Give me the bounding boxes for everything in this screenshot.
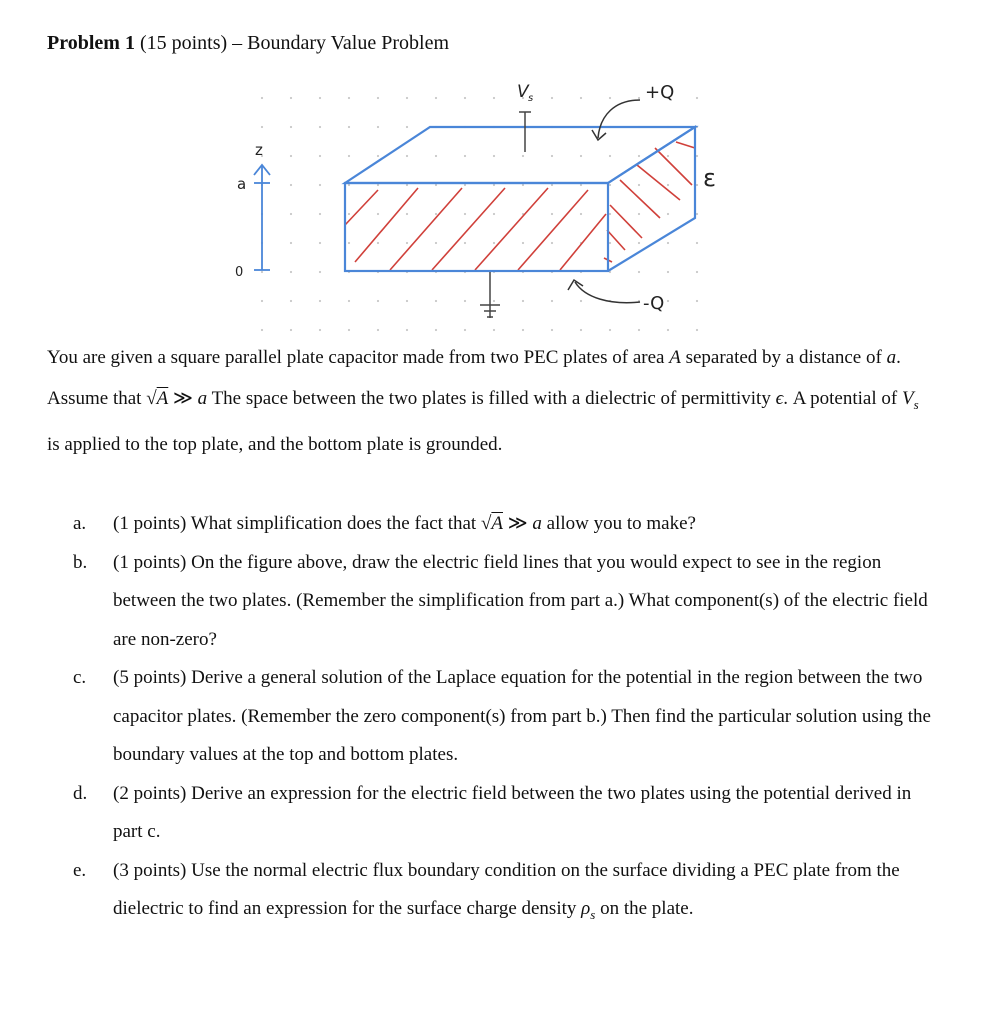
grid-dot <box>493 213 495 215</box>
grid-dot <box>290 242 292 244</box>
grid-dot <box>377 155 379 157</box>
grid-dot <box>377 126 379 128</box>
grid-dot <box>435 155 437 157</box>
part-b: b. (1 points) On the figure above, draw the electric field lines that you would expect to see in the region between the two plates. (Remember the simplification from part a.) What component(s) of the electric field are non-zero? <box>73 544 933 660</box>
grid-dot <box>696 97 698 99</box>
grid-dot <box>435 97 437 99</box>
grid-dot <box>348 329 350 331</box>
grid-dot <box>290 97 292 99</box>
grid-dot <box>464 97 466 99</box>
var-V-sub: s <box>913 396 919 412</box>
part-d: d. (2 points) Derive an expression for the electric field between the two plates using the potential derived in part c. <box>73 775 933 852</box>
grid-dot <box>377 242 379 244</box>
grid-dot <box>435 329 437 331</box>
grid-dot <box>551 184 553 186</box>
grid-dot <box>406 329 408 331</box>
grid-dot <box>406 155 408 157</box>
problem-title-rest: (15 points) – Boundary Value Problem <box>134 32 449 54</box>
intro-text-1: You are given a square parallel plate capacitor made from two PEC plates of area <box>47 347 670 368</box>
grid-dot <box>435 300 437 302</box>
part-e: e. (3 points) Use the normal electric flux boundary condition on the surface dividing a PEC plate from the dielectric to find an expression for the surface charge density $\rho_s$ on the plate. <box>73 852 933 935</box>
front-face-hatch <box>345 188 606 270</box>
grid-dot <box>377 329 379 331</box>
grid-dot <box>348 213 350 215</box>
grid-dot <box>609 97 611 99</box>
intro-text-4: The space between the two plates is filled with a dielectric of permittivity <box>207 387 776 409</box>
var-a-2: a <box>197 387 208 409</box>
grid-dot <box>406 300 408 302</box>
plus-q-arrow <box>598 100 640 138</box>
grid-dot <box>493 300 495 302</box>
top-plate <box>345 127 695 183</box>
intro-text-6: is applied to the top plate, and the bottom plate is grounded. <box>47 433 503 455</box>
problem-title-bold: Problem 1 <box>47 32 135 54</box>
part-label: b. <box>73 551 88 573</box>
top-terminal <box>519 112 531 152</box>
grid-dot <box>522 155 524 157</box>
grid-dot <box>609 242 611 244</box>
grid-dot <box>319 242 321 244</box>
grid-dot <box>551 329 553 331</box>
grid-dot <box>696 329 698 331</box>
grid-dot <box>435 242 437 244</box>
grid-dot <box>406 97 408 99</box>
grid-dot <box>638 213 640 215</box>
grid-dot <box>551 97 553 99</box>
grid-dot <box>667 155 669 157</box>
grid-dot <box>493 155 495 157</box>
grid-dot <box>667 271 669 273</box>
minus-q-label: -Q <box>643 293 665 314</box>
grid-dot <box>551 213 553 215</box>
side-face <box>608 127 695 271</box>
intro-text-5: . A potential of <box>783 387 902 409</box>
grid-dot <box>493 329 495 331</box>
grid-dot <box>290 155 292 157</box>
grid-dot <box>319 300 321 302</box>
question-parts <box>73 505 933 934</box>
intro-text-2: separated by a distance of <box>680 347 887 368</box>
part-a: a. (1 points) What simplification does the fact that √A ≫ a allow you to make? <box>73 505 933 544</box>
grid-dot <box>319 213 321 215</box>
grid-dot <box>406 126 408 128</box>
grid-dot <box>522 300 524 302</box>
grid-dot <box>609 155 611 157</box>
grid-dot <box>638 329 640 331</box>
grid-dot <box>377 300 379 302</box>
grid-dot <box>522 329 524 331</box>
var-A: A <box>669 347 681 368</box>
problem-intro <box>47 338 927 465</box>
grid-dot <box>319 329 321 331</box>
grid-dot <box>319 126 321 128</box>
grid-dot <box>696 184 698 186</box>
grid-dot <box>464 213 466 215</box>
part-label: a. <box>73 513 87 534</box>
grid-dot <box>464 329 466 331</box>
grid-dot <box>377 213 379 215</box>
grid-dot <box>464 242 466 244</box>
grid-dot <box>261 97 263 99</box>
part-label: e. <box>73 859 87 881</box>
grid-dot <box>290 329 292 331</box>
grid-dot <box>290 126 292 128</box>
part-label: c. <box>73 667 87 688</box>
grid-dot <box>261 271 263 273</box>
grid-dot <box>348 97 350 99</box>
grid-dot <box>522 242 524 244</box>
grid-dot <box>580 97 582 99</box>
intro-text-3: . Assume that <box>47 347 901 409</box>
grid-dot <box>580 213 582 215</box>
grid-dot <box>609 329 611 331</box>
grid-dot <box>580 329 582 331</box>
grid-dot <box>551 300 553 302</box>
plus-q-label: +Q <box>645 82 675 103</box>
z-axis <box>254 165 270 270</box>
grid-dot <box>696 242 698 244</box>
sqrt-symbol: √ <box>146 387 157 409</box>
grid-dot <box>667 329 669 331</box>
zero-label: 0 <box>235 265 244 280</box>
grid-dot <box>667 184 669 186</box>
grid-dot <box>696 271 698 273</box>
grid-dot <box>667 242 669 244</box>
dot-grid <box>261 97 698 331</box>
side-face-hatch <box>604 142 695 262</box>
grid-dot <box>348 126 350 128</box>
minus-q-arrow <box>575 282 640 303</box>
grid-dot <box>377 97 379 99</box>
var-epsilon: ϵ <box>775 387 784 409</box>
grid-dot <box>406 184 408 186</box>
var-a: a <box>886 347 897 368</box>
grid-dot <box>290 300 292 302</box>
capacitor-box <box>345 127 695 271</box>
grid-dot <box>348 155 350 157</box>
part-label: d. <box>73 782 88 804</box>
grid-dot <box>261 300 263 302</box>
grid-dot <box>319 184 321 186</box>
grid-dot <box>551 155 553 157</box>
grid-dot <box>348 242 350 244</box>
z-label: z <box>255 141 263 159</box>
grid-dot <box>348 300 350 302</box>
sqrt-A: A <box>156 387 169 409</box>
grid-dot <box>667 300 669 302</box>
vs-sub-label: s <box>528 93 534 104</box>
grid-dot <box>290 213 292 215</box>
grid-dot <box>319 271 321 273</box>
grid-dot <box>522 184 524 186</box>
grid-dot <box>493 184 495 186</box>
grid-dot <box>435 213 437 215</box>
grid-dot <box>290 271 292 273</box>
grid-dot <box>667 213 669 215</box>
vs-label: V <box>517 82 529 102</box>
grid-dot <box>406 213 408 215</box>
grid-dot <box>348 184 350 186</box>
grid-dot <box>638 271 640 273</box>
grid-dot <box>638 242 640 244</box>
epsilon-label: ε <box>703 164 716 192</box>
grid-dot <box>551 242 553 244</box>
grid-dot <box>696 213 698 215</box>
grid-dot <box>638 184 640 186</box>
grid-dot <box>638 155 640 157</box>
grid-dot <box>464 155 466 157</box>
grid-dot <box>464 184 466 186</box>
grid-dot <box>580 155 582 157</box>
grid-dot <box>696 300 698 302</box>
grid-dot <box>261 329 263 331</box>
grid-dot <box>638 97 640 99</box>
grid-dot <box>493 97 495 99</box>
grid-dot <box>319 155 321 157</box>
part-c: c. (5 points) Derive a general solution of the Laplace equation for the potential in the region between the two capacitor plates. (Remember the zero component(s) from part b.) Then find the particular solution using the boundary values at the top and bottom plates. <box>73 659 933 775</box>
grid-dot <box>319 97 321 99</box>
grid-dot <box>609 213 611 215</box>
grid-dot <box>464 300 466 302</box>
a-label: a <box>237 175 247 193</box>
grid-dot <box>377 184 379 186</box>
grid-dot <box>580 300 582 302</box>
grid-dot <box>609 184 611 186</box>
grid-dot <box>406 242 408 244</box>
grid-dot <box>290 184 292 186</box>
var-V: V <box>901 387 914 409</box>
grid-dot <box>580 184 582 186</box>
grid-dot <box>493 242 495 244</box>
grid-dot <box>261 126 263 128</box>
grid-dot <box>435 184 437 186</box>
much-greater: ≫ <box>168 387 198 409</box>
ground-terminal <box>480 272 500 318</box>
grid-dot <box>696 155 698 157</box>
capacitor-figure <box>0 0 991 340</box>
